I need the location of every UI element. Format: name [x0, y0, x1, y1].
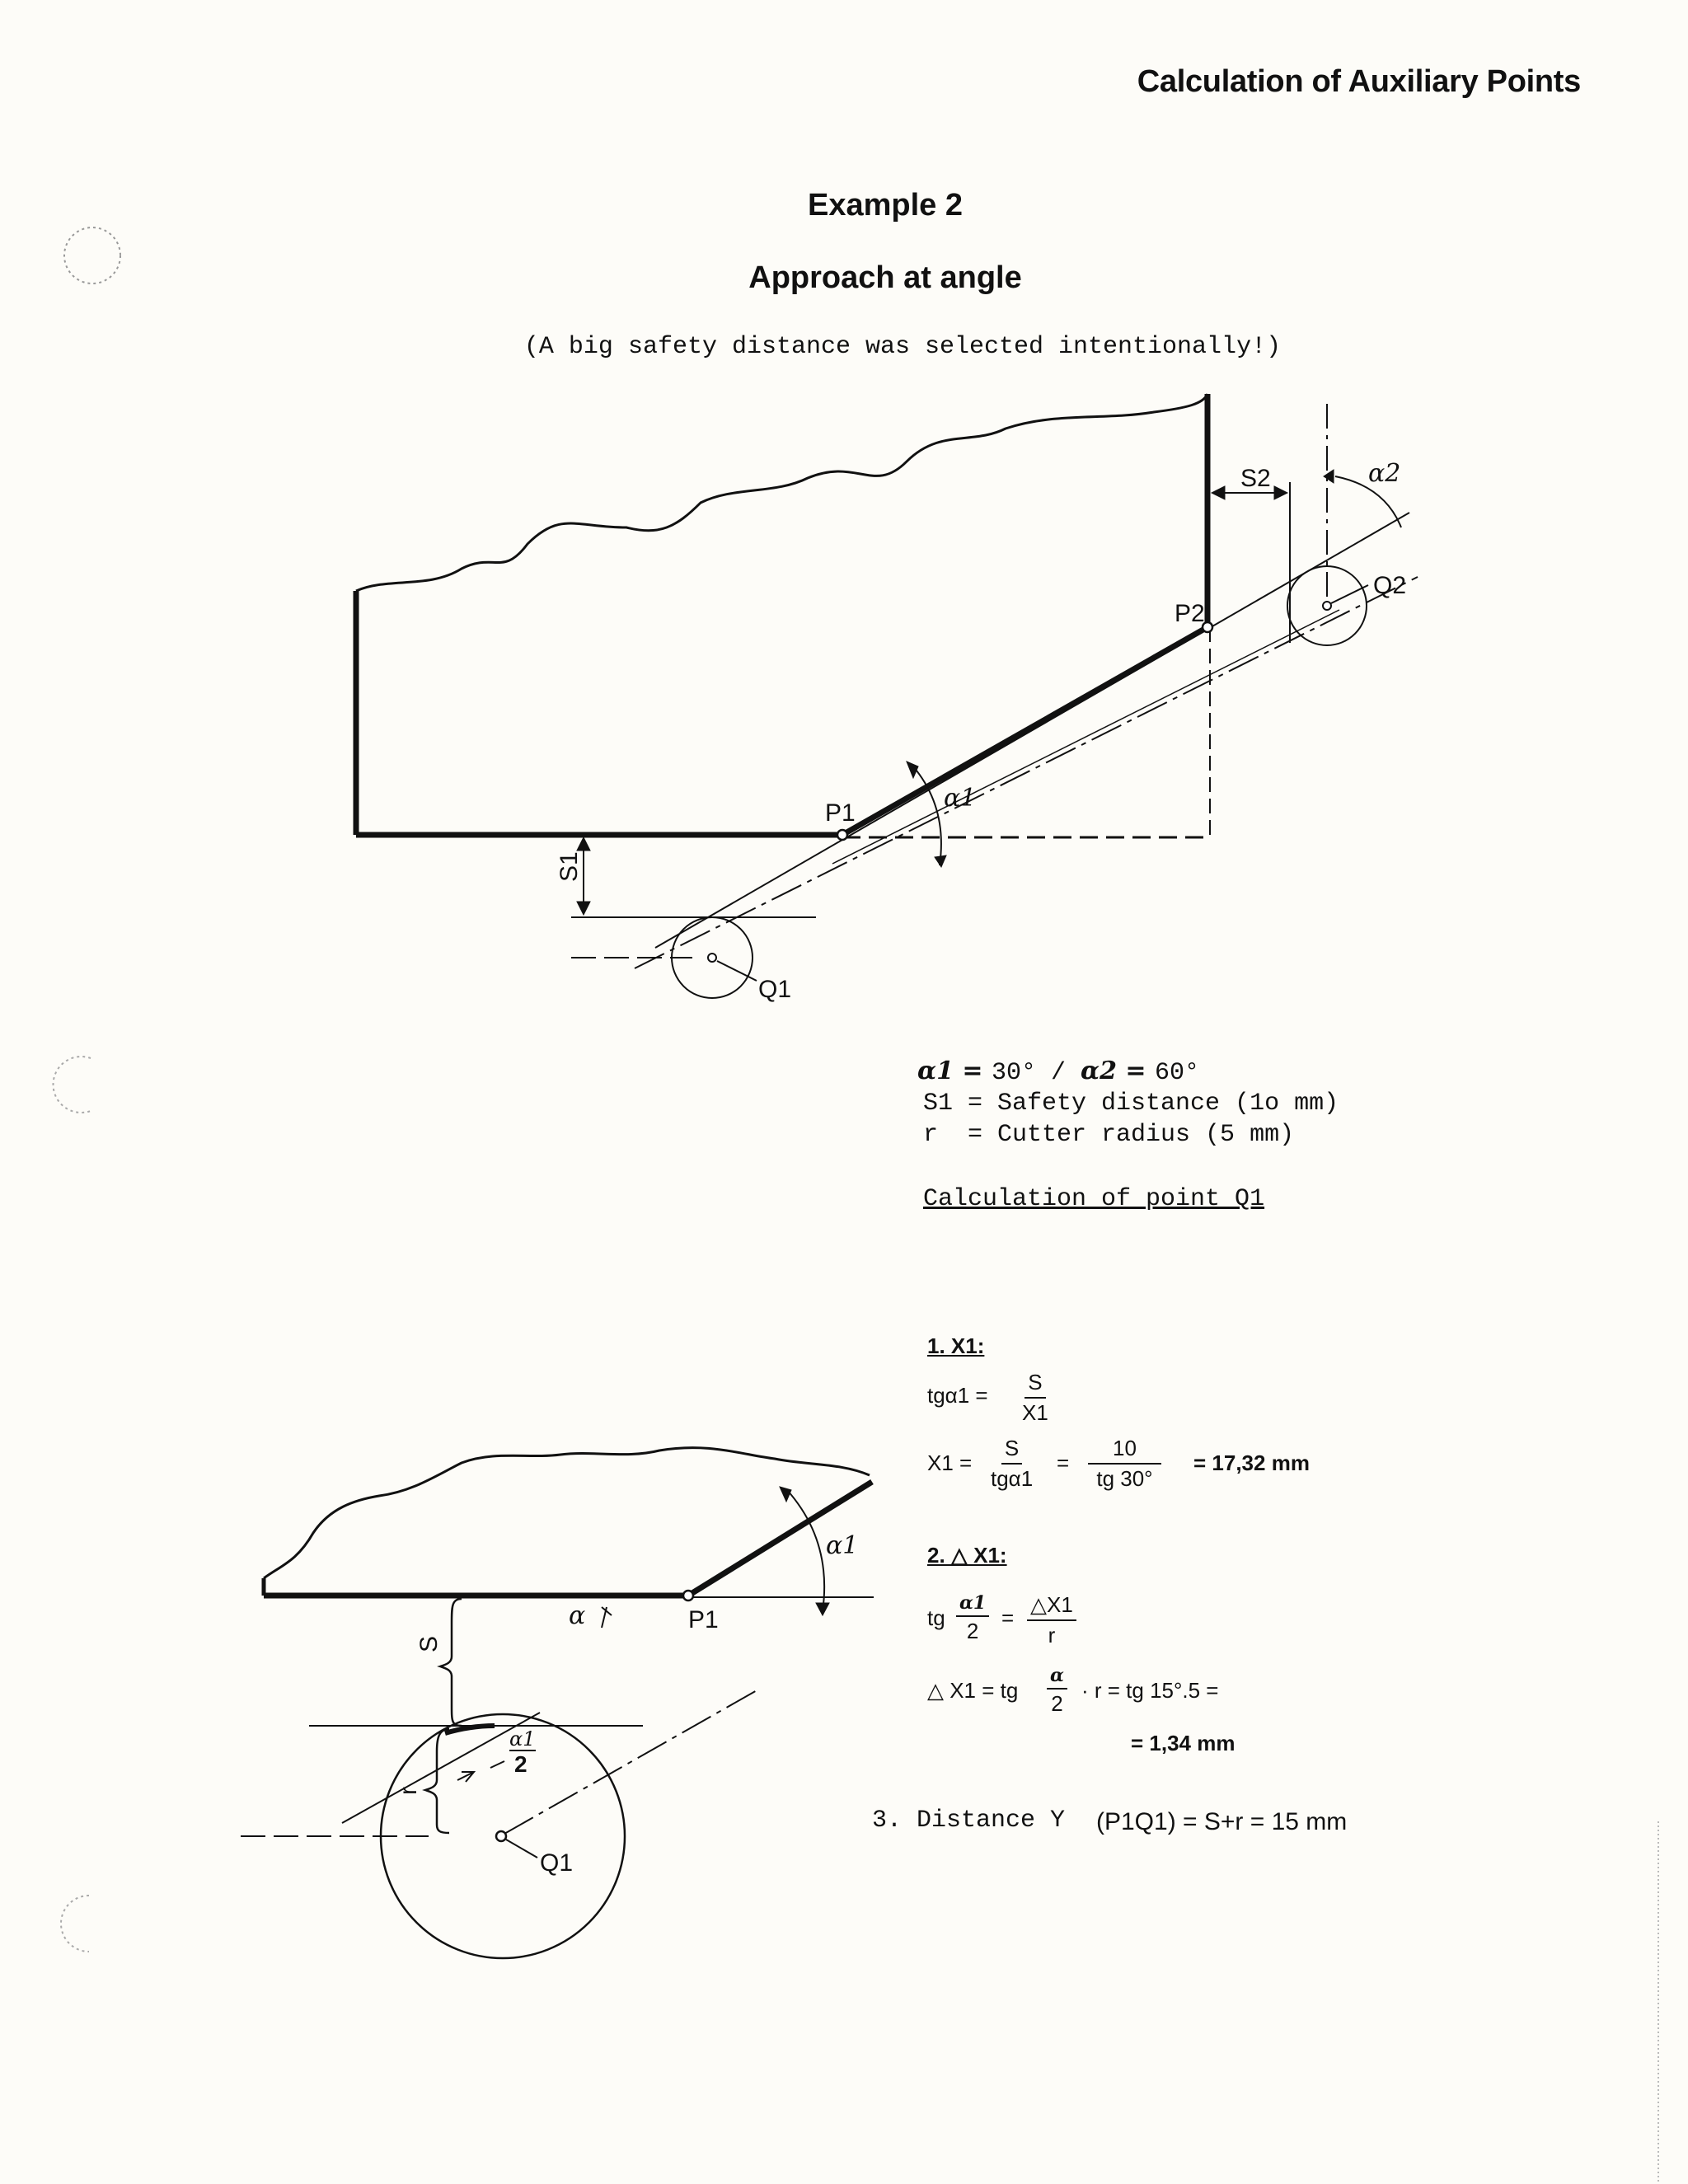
detail-alpha1-arrow-2	[816, 1603, 829, 1615]
param-line-1: α1 = 30° / α2 = 60°	[917, 1057, 1200, 1087]
step1-eq2-fraction-1: S tgα1	[991, 1436, 1034, 1491]
step2-eq2-lhs: △ X1 = tg	[927, 1678, 1019, 1703]
label-s2: S2	[1240, 465, 1271, 492]
detail-label-alpha-small: α	[569, 1601, 586, 1630]
step2-eq1-fraction-1: α1 2	[956, 1592, 989, 1644]
step1-eq2-equals: =	[1057, 1451, 1070, 1475]
section-header: Calculation of Auxiliary Points	[1137, 64, 1581, 99]
param-line-3: r = Cutter radius (5 mm)	[923, 1121, 1295, 1149]
step1-result: = 17,32 mm	[1193, 1451, 1310, 1475]
detail-alpha1-arc	[787, 1490, 824, 1611]
detail-alpha1-arrow-1	[780, 1487, 791, 1502]
step2-eq1-equals: =	[1001, 1605, 1015, 1630]
calc-heading: Calculation of point Q1	[923, 1185, 1265, 1213]
step2-heading: 2. △ X1:	[927, 1543, 1007, 1568]
detail-center-path-line	[504, 1690, 758, 1834]
detail-label-s: S	[415, 1635, 443, 1652]
step1-eq1-lhs: tgα1 =	[927, 1383, 988, 1408]
step3-rhs: (P1Q1) = S+r = 15 mm	[1096, 1808, 1348, 1835]
detail-label-q1: Q1	[540, 1849, 574, 1877]
half-alpha-arrow-1	[457, 1772, 474, 1782]
label-alpha1: α1	[944, 784, 977, 813]
param-line-2: S1 = Safety distance (1o mm)	[923, 1090, 1339, 1118]
detail-q1-leader	[506, 1840, 537, 1858]
half-alpha-arrow-2	[490, 1761, 504, 1768]
detail-p1-point	[683, 1591, 693, 1601]
example-note: (A big safety distance was selected intentionally!)	[523, 333, 1282, 361]
detail-label-r: r	[395, 1787, 422, 1795]
step1-eq2-lhs: X1 =	[927, 1451, 973, 1475]
detail-label-half-alpha-num: α1	[509, 1727, 536, 1750]
detail-workpiece-wavy-top	[264, 1448, 870, 1578]
label-q2: Q2	[1373, 572, 1407, 599]
example-title: Example 2	[808, 188, 963, 223]
detail-label-half-alpha-den: 2	[514, 1751, 528, 1777]
label-q1: Q1	[758, 976, 792, 1003]
step2-eq1-lhs: tg	[927, 1605, 945, 1630]
step3-prefix: 3. Distance Y	[872, 1807, 1066, 1835]
label-s1: S1	[556, 851, 583, 882]
detail-q1-point	[496, 1831, 506, 1841]
example-subtitle: Approach at angle	[748, 260, 1022, 295]
step1-eq2-fraction-2: $\frac{10}{tg 30^\circ}$	[1088, 1436, 1161, 1492]
step2-eq1-fraction-2: $\frac{\triangle X1}{r}$	[1027, 1592, 1076, 1648]
label-p1: P1	[825, 799, 856, 827]
step2-eq2-fraction: α 2	[1047, 1665, 1067, 1717]
detail-label-alpha1: α1	[826, 1531, 859, 1560]
step2-eq2-rhs: · r = tg 15°.5 =	[1081, 1678, 1219, 1703]
detail-label-p1: P1	[688, 1606, 719, 1633]
label-alpha2: α2	[1368, 459, 1401, 488]
step1-eq1-fraction: $\frac{S}{X1}$	[1022, 1370, 1048, 1425]
detail-contact-arc	[445, 1726, 495, 1733]
label-p2: P2	[1175, 600, 1205, 627]
detail-small-alpha-arrow	[602, 1607, 612, 1628]
r-brace	[425, 1729, 449, 1833]
step2-result: = 1,34 mm	[1131, 1731, 1236, 1755]
s-brace	[440, 1599, 462, 1726]
step1-heading: 1. X1:	[927, 1333, 985, 1358]
